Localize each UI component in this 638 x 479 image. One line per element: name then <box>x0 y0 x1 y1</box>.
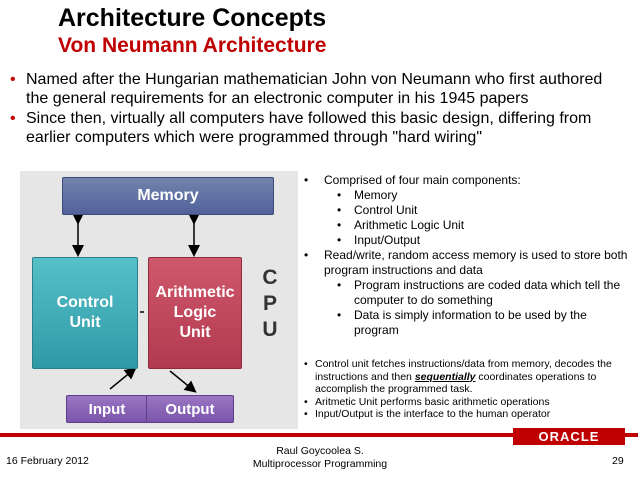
page-number: 29 <box>612 455 624 467</box>
list-subitem: • Arithmetic Logic Unit <box>304 218 634 233</box>
oracle-logo: ORACLE <box>513 428 625 445</box>
footer-date: 16 February 2012 <box>6 455 89 467</box>
note-item: • Control unit fetches instructions/data from memory, decodes the instructions and then sequentially coordinates operations to accomplish the programmed task. <box>304 358 634 396</box>
slide-title: Architecture Concepts <box>58 4 327 32</box>
bullet-item: • Named after the Hungarian mathematician John von Neumann who first authored the general requirements for an electronic computer in his 1945 papers <box>8 70 628 108</box>
components-list <box>304 173 634 338</box>
bullet-item: • Since then, virtually all computers have followed this basic design, differing from earlier computers which were programmed through "hard wiring" <box>8 109 628 147</box>
input-box: Input <box>66 395 148 423</box>
output-box: Output <box>146 395 234 423</box>
note-item: • Input/Output is the interface to the human operator <box>304 408 634 421</box>
list-item: • Read/write, random access memory is used to store both program instructions and data <box>304 248 634 278</box>
notes-list <box>304 358 634 421</box>
note-item: • Aritmetic Unit performs basic arithmetic operations <box>304 396 634 409</box>
list-subitem: • Control Unit <box>304 203 634 218</box>
list-subitem: • Data is simply information to be used by the program <box>304 308 634 338</box>
list-subitem: • Input/Output <box>304 233 634 248</box>
slide-subtitle: Von Neumann Architecture <box>58 34 327 57</box>
von-neumann-diagram <box>20 171 298 429</box>
list-item: • Comprised of four main components: <box>304 173 634 188</box>
cpu-label: C P U <box>262 266 278 341</box>
list-subitem: • Program instructions are coded data which tell the computer to do something <box>304 278 634 308</box>
footer-credits: Raul Goycoolea S. Multiprocessor Programming <box>252 445 388 470</box>
main-bullets <box>8 70 628 148</box>
memory-box: Memory <box>62 177 274 215</box>
list-subitem: • Memory <box>304 188 634 203</box>
control-unit-box: Control Unit <box>32 257 138 369</box>
alu-box: Arithmetic Logic Unit <box>148 257 242 369</box>
